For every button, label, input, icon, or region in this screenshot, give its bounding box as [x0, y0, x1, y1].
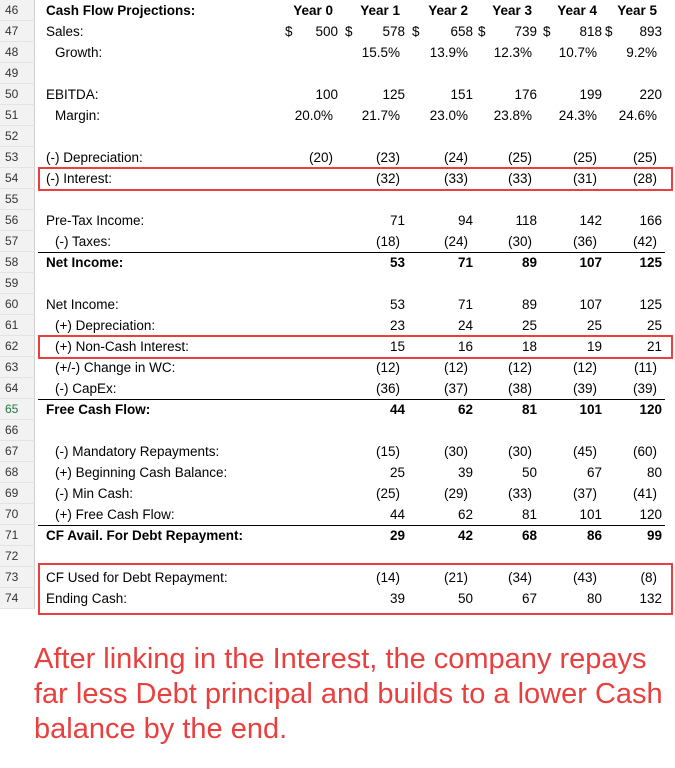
- sheet-row: [0, 294, 675, 315]
- sheet-row: [0, 126, 675, 147]
- value-cell[interactable]: 125: [382, 87, 405, 102]
- row-number[interactable]: 74: [0, 588, 35, 609]
- value-cell[interactable]: 15.5%: [361, 45, 400, 60]
- row-number[interactable]: 49: [0, 63, 35, 84]
- row-number[interactable]: 55: [0, 189, 35, 210]
- sheet-row: [0, 63, 675, 84]
- value-cell[interactable]: 24.3%: [558, 108, 597, 123]
- value-cell[interactable]: (20): [308, 150, 333, 165]
- row-label-cell[interactable]: Ending Cash:: [46, 591, 128, 606]
- value-cell[interactable]: (8): [640, 570, 657, 585]
- row-number[interactable]: 46: [0, 0, 35, 21]
- year-header-cell[interactable]: Year 5: [617, 3, 657, 18]
- sheet-row: [0, 84, 675, 105]
- row-label-cell[interactable]: Margin:: [55, 108, 101, 123]
- row-number[interactable]: 66: [0, 420, 35, 441]
- value-cell[interactable]: (28): [632, 171, 657, 186]
- row-number[interactable]: 70: [0, 504, 35, 525]
- sheet-row: [0, 42, 675, 63]
- row-number[interactable]: 58: [0, 252, 35, 273]
- value-cell[interactable]: 100: [315, 87, 338, 102]
- row-label-cell[interactable]: EBITDA:: [46, 87, 99, 102]
- row-label-cell[interactable]: Pre-Tax Income:: [46, 213, 145, 228]
- value-cell[interactable]: 220: [639, 87, 662, 102]
- year-header-cell[interactable]: Year 3: [492, 3, 532, 18]
- value-cell[interactable]: (39): [572, 381, 597, 396]
- sheet-row: [0, 525, 675, 546]
- value-cell[interactable]: 19: [586, 339, 602, 354]
- value-cell[interactable]: 120: [639, 507, 662, 522]
- value-cell[interactable]: 24: [457, 318, 473, 333]
- value-cell[interactable]: 18: [521, 339, 537, 354]
- value-cell[interactable]: 94: [457, 213, 473, 228]
- sheet-row: [0, 462, 675, 483]
- value-cell[interactable]: (18): [375, 234, 400, 249]
- value-cell[interactable]: (14): [375, 570, 400, 585]
- row-label-cell[interactable]: (+) Depreciation:: [55, 318, 156, 333]
- value-cell[interactable]: 101: [579, 402, 602, 417]
- value-cell[interactable]: (12): [375, 360, 400, 375]
- sheet-row: [0, 441, 675, 462]
- value-cell[interactable]: 71: [457, 255, 473, 270]
- value-cell[interactable]: 89: [521, 255, 537, 270]
- value-cell[interactable]: (11): [633, 360, 657, 375]
- sheet-row: [0, 21, 675, 42]
- row-number[interactable]: 67: [0, 441, 35, 462]
- year-header-cell[interactable]: Year 4: [557, 3, 597, 18]
- value-cell[interactable]: (43): [572, 570, 597, 585]
- currency-symbol: $: [605, 24, 613, 39]
- currency-symbol: $: [345, 24, 353, 39]
- value-cell[interactable]: 81: [521, 402, 537, 417]
- row-label-cell[interactable]: CF Used for Debt Repayment:: [46, 570, 228, 585]
- value-cell[interactable]: 20.0%: [294, 108, 333, 123]
- row-number[interactable]: 64: [0, 378, 35, 399]
- sheet-row: [0, 273, 675, 294]
- value-cell[interactable]: 62: [457, 402, 473, 417]
- value-cell[interactable]: 21: [646, 339, 662, 354]
- row-label-cell[interactable]: Sales:: [46, 24, 84, 39]
- value-cell[interactable]: (12): [572, 360, 597, 375]
- value-cell[interactable]: 21.7%: [361, 108, 400, 123]
- value-cell[interactable]: 23.8%: [493, 108, 532, 123]
- value-cell[interactable]: 12.3%: [493, 45, 532, 60]
- value-cell[interactable]: (12): [443, 360, 468, 375]
- row-number[interactable]: 60: [0, 294, 35, 315]
- value-cell[interactable]: (31): [572, 171, 597, 186]
- value-cell[interactable]: 166: [639, 213, 662, 228]
- debt-repayment-highlight-box: [38, 563, 673, 615]
- row-label-cell[interactable]: Free Cash Flow:: [46, 402, 151, 417]
- row-label-cell[interactable]: (-) Min Cash:: [55, 486, 134, 501]
- sheet-row: [0, 189, 675, 210]
- row-label-cell[interactable]: (-) CapEx:: [55, 381, 117, 396]
- value-cell[interactable]: 53: [389, 255, 405, 270]
- row-label-cell[interactable]: (-) Taxes:: [55, 234, 112, 249]
- value-cell[interactable]: 107: [579, 255, 602, 270]
- value-cell[interactable]: 86: [586, 528, 602, 543]
- value-cell[interactable]: 176: [514, 87, 537, 102]
- value-cell[interactable]: 142: [579, 213, 602, 228]
- value-cell[interactable]: 44: [389, 402, 405, 417]
- row-number[interactable]: 47: [0, 21, 35, 42]
- value-cell[interactable]: (25): [375, 486, 400, 501]
- value-cell[interactable]: 199: [579, 87, 602, 102]
- value-cell[interactable]: 80: [646, 465, 662, 480]
- value-cell[interactable]: 107: [579, 297, 602, 312]
- value-cell[interactable]: 16: [457, 339, 473, 354]
- sheet-row: [0, 252, 675, 273]
- value-cell[interactable]: 120: [639, 402, 662, 417]
- row-label-cell[interactable]: (+) Beginning Cash Balance:: [55, 465, 228, 480]
- value-cell[interactable]: 42: [457, 528, 473, 543]
- year-header-cell[interactable]: Year 0: [293, 3, 333, 18]
- value-cell[interactable]: (34): [507, 570, 532, 585]
- value-cell[interactable]: 13.9%: [429, 45, 468, 60]
- value-cell[interactable]: 151: [450, 87, 473, 102]
- value-cell[interactable]: 118: [515, 213, 537, 228]
- row-number[interactable]: 72: [0, 546, 35, 567]
- sheet-row: [0, 483, 675, 504]
- value-cell[interactable]: 125: [639, 255, 662, 270]
- row-number[interactable]: 54: [0, 168, 35, 189]
- sheet-row: [0, 399, 675, 420]
- value-cell[interactable]: (36): [375, 381, 400, 396]
- row-label-cell[interactable]: (-) Interest:: [46, 171, 113, 186]
- value-cell[interactable]: (25): [507, 150, 532, 165]
- value-cell[interactable]: (24): [443, 150, 468, 165]
- row-number[interactable]: 52: [0, 126, 35, 147]
- sheet-row: [0, 357, 675, 378]
- row-number[interactable]: 65: [0, 399, 35, 420]
- row-number[interactable]: 68: [0, 462, 35, 483]
- row-number[interactable]: 73: [0, 567, 35, 588]
- value-cell[interactable]: 23: [389, 318, 405, 333]
- row-number[interactable]: 50: [0, 84, 35, 105]
- value-cell[interactable]: (37): [443, 381, 468, 396]
- row-number[interactable]: 56: [0, 210, 35, 231]
- value-cell[interactable]: (24): [443, 234, 468, 249]
- value-cell[interactable]: (30): [507, 234, 532, 249]
- sheet-row: [0, 231, 675, 252]
- value-cell[interactable]: (25): [632, 150, 657, 165]
- row-number[interactable]: 59: [0, 273, 35, 294]
- year-header-cell[interactable]: Year 2: [428, 3, 468, 18]
- value-cell[interactable]: 50: [457, 591, 473, 606]
- value-cell[interactable]: 71: [457, 297, 473, 312]
- value-cell[interactable]: 25: [586, 318, 602, 333]
- value-cell[interactable]: (33): [507, 171, 532, 186]
- year-header-cell[interactable]: Year 1: [360, 3, 400, 18]
- currency-symbol: $: [543, 24, 551, 39]
- value-cell[interactable]: 62: [457, 507, 473, 522]
- currency-symbol: $: [478, 24, 486, 39]
- row-label-cell[interactable]: (+/-) Change in WC:: [55, 360, 176, 375]
- value-cell[interactable]: 53: [389, 297, 405, 312]
- value-cell[interactable]: 15: [389, 339, 405, 354]
- value-cell[interactable]: 893: [639, 24, 662, 39]
- value-cell[interactable]: 818: [579, 24, 602, 39]
- row-number[interactable]: 69: [0, 483, 35, 504]
- row-number[interactable]: 48: [0, 42, 35, 63]
- value-cell[interactable]: 39: [457, 465, 473, 480]
- value-cell[interactable]: 25: [521, 318, 537, 333]
- row-label-cell[interactable]: (+) Non-Cash Interest:: [55, 339, 189, 354]
- value-cell[interactable]: (33): [507, 486, 532, 501]
- value-cell[interactable]: (30): [507, 444, 532, 459]
- value-cell[interactable]: (36): [572, 234, 597, 249]
- sheet-row: [0, 504, 675, 525]
- value-cell[interactable]: (37): [572, 486, 597, 501]
- sheet-row: [0, 105, 675, 126]
- value-cell[interactable]: 739: [514, 24, 537, 39]
- row-number[interactable]: 62: [0, 336, 35, 357]
- value-cell[interactable]: 68: [521, 528, 537, 543]
- value-cell[interactable]: (33): [443, 171, 468, 186]
- value-cell[interactable]: (21): [443, 570, 468, 585]
- value-cell[interactable]: 50: [521, 465, 537, 480]
- value-cell[interactable]: 39: [389, 591, 405, 606]
- row-number[interactable]: 63: [0, 357, 35, 378]
- row-label-cell[interactable]: (-) Depreciation:: [46, 150, 143, 165]
- sheet-row: [0, 315, 675, 336]
- value-cell[interactable]: (15): [375, 444, 400, 459]
- row-label-cell[interactable]: Net Income:: [46, 297, 119, 312]
- value-cell[interactable]: (45): [572, 444, 597, 459]
- value-cell[interactable]: (39): [632, 381, 657, 396]
- sheet-row: [0, 378, 675, 399]
- value-cell[interactable]: (41): [632, 486, 657, 501]
- sheet-row: [0, 210, 675, 231]
- currency-symbol: $: [412, 24, 420, 39]
- sheet-row: [0, 147, 675, 168]
- row-number[interactable]: 53: [0, 147, 35, 168]
- value-cell[interactable]: 24.6%: [618, 108, 657, 123]
- value-cell[interactable]: 80: [586, 591, 602, 606]
- value-cell[interactable]: (23): [375, 150, 400, 165]
- value-cell[interactable]: 25: [389, 465, 405, 480]
- value-cell[interactable]: (25): [572, 150, 597, 165]
- value-cell[interactable]: 125: [639, 297, 662, 312]
- value-cell[interactable]: 23.0%: [429, 108, 468, 123]
- row-number[interactable]: 57: [0, 231, 35, 252]
- value-cell[interactable]: (12): [507, 360, 532, 375]
- value-cell[interactable]: 658: [450, 24, 473, 39]
- value-cell[interactable]: (60): [632, 444, 657, 459]
- value-cell[interactable]: 500: [315, 24, 338, 39]
- row-number[interactable]: 71: [0, 525, 35, 546]
- value-cell[interactable]: 99: [646, 528, 662, 543]
- value-cell[interactable]: 44: [389, 507, 405, 522]
- row-label-cell[interactable]: CF Avail. For Debt Repayment:: [46, 528, 244, 543]
- value-cell[interactable]: 67: [586, 465, 602, 480]
- row-label-cell[interactable]: Cash Flow Projections:: [46, 3, 196, 18]
- value-cell[interactable]: 10.7%: [558, 45, 597, 60]
- currency-symbol: $: [285, 24, 293, 39]
- value-cell[interactable]: 132: [639, 591, 662, 606]
- total-border-line: [38, 252, 665, 253]
- annotation-text: After linking in the Interest, the company repays far less Debt principal and builds to a lower Cash balance by the end.: [34, 643, 663, 745]
- row-label-cell[interactable]: Net Income:: [46, 255, 124, 270]
- value-cell[interactable]: 81: [521, 507, 537, 522]
- value-cell[interactable]: (38): [507, 381, 532, 396]
- sheet-row: [0, 420, 675, 441]
- row-label-cell[interactable]: (+) Free Cash Flow:: [55, 507, 175, 522]
- value-cell[interactable]: 9.2%: [626, 45, 657, 60]
- value-cell[interactable]: (32): [375, 171, 400, 186]
- row-label-cell[interactable]: Growth:: [55, 45, 103, 60]
- row-label-cell[interactable]: (-) Mandatory Repayments:: [55, 444, 220, 459]
- value-cell[interactable]: 89: [521, 297, 537, 312]
- value-cell[interactable]: 29: [389, 528, 405, 543]
- sheet-row: [0, 0, 675, 21]
- value-cell[interactable]: 67: [521, 591, 537, 606]
- value-cell[interactable]: (29): [443, 486, 468, 501]
- interest-highlight-box: [38, 167, 673, 191]
- value-cell[interactable]: 71: [389, 213, 405, 228]
- value-cell[interactable]: (42): [632, 234, 657, 249]
- row-number[interactable]: 51: [0, 105, 35, 126]
- value-cell[interactable]: 25: [646, 318, 662, 333]
- value-cell[interactable]: 101: [579, 507, 602, 522]
- row-number[interactable]: 61: [0, 315, 35, 336]
- value-cell[interactable]: 578: [382, 24, 405, 39]
- non-cash-interest-highlight-box: [38, 335, 673, 359]
- value-cell[interactable]: (30): [443, 444, 468, 459]
